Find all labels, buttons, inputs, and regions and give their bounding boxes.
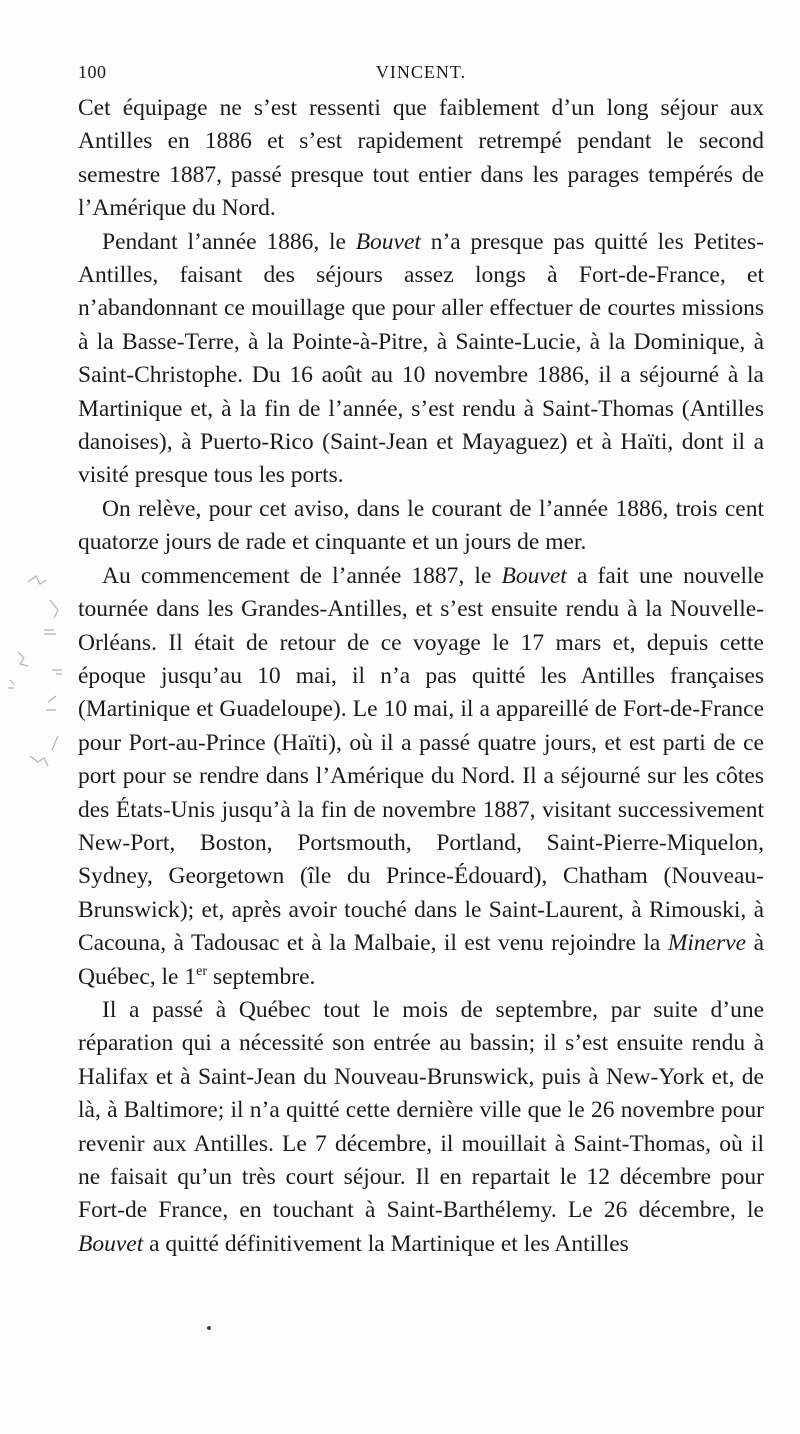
ship-name: Bouvet	[501, 562, 567, 589]
ship-name: Bouvet	[78, 1230, 144, 1257]
text-run: Au commencement de l’année 1887, le	[102, 562, 502, 589]
page-number: 100	[78, 62, 107, 82]
text-run: Cet équipage ne s’est ressenti que faiblement d’un long séjour aux Antilles en 1886 et s’est rapidement retrempé pendant le second semestre 1887, passé presque tout entier dans les parages tempérés de l’Amérique du Nord.	[78, 95, 764, 222]
paragraph	[78, 493, 764, 560]
ink-dot	[207, 1326, 211, 1330]
text-run: septembre.	[207, 963, 316, 990]
ink-bleed-marks	[0, 560, 70, 800]
text-run: n’a presque pas quitté les Petites-Antilles, faisant des séjours assez longs à Fort-de-France, et n’abandonnant ce mouillage que pour aller effectuer de courtes missions à la Basse-Terre, à la Pointe-à-Pitre, à Sainte-Lucie, à la Dominique, à Saint-Christophe. Du 16 août au 10 novembre 1886, il a séjourné à la Martinique et, à la fin de l’année, s’est rendu à Saint-Thomas (Antilles danoises), à Puerto-Rico (Saint-Jean et Mayaguez) et à Haïti, dont il a visité presque tous les ports.	[78, 228, 764, 489]
text-run: a quitté définitivement la Martinique et les Antilles	[143, 1230, 629, 1257]
ship-name: Minerve	[667, 930, 747, 957]
text-run: On relève, pour cet aviso, dans le courant de l’année 1886, trois cent quatorze jours de rade et cinquante et un jours de mer.	[78, 495, 764, 556]
text-run: a fait une nouvelle tournée dans les Grandes-Antilles, et s’est ensuite rendu à la Nouvelle-Orléans. Il était de retour de ce voyage le 17 mars et, depuis cette époque jusqu’au 10 mai, il n’a pas quitté les Antilles françaises (Martinique et Guadeloupe). Le 10 mai, il a appareillé de Fort-de-France pour Port-au-Prince (Haïti), où il a passé quatre jours, et est parti de ce port pour se rendre dans l’Amérique du Nord. Il a séjourné sur les côtes des États-Unis jusqu’à la fin de novembre 1887, visitant successivement New-Port, Boston, Portsmouth, Portland, Saint-Pierre-Miquelon, Sydney, Georgetown (île du Prince-Édouard), Chatham (Nouveau-Brunswick); et, après avoir touché dans le Saint-Laurent, à Rimouski, à Cacouna, à Tadousac et à la Malbaie, il est venu rejoindre la	[78, 562, 764, 957]
paragraph	[78, 560, 764, 994]
paragraph	[78, 92, 764, 226]
text-run: à Québec, le 1	[78, 930, 764, 990]
superscript: er	[196, 962, 208, 979]
page-header	[78, 62, 764, 86]
text-run: Pendant l’année 1886, le	[102, 228, 356, 255]
ship-name: Bouvet	[355, 228, 421, 255]
paragraph	[78, 994, 764, 1261]
running-head: VINCENT.	[375, 62, 467, 82]
paragraph	[78, 226, 764, 493]
text-run: Il a passé à Québec tout le mois de septembre, par suite d’une réparation qui a nécessité son entrée au bassin; il s’est ensuite rendu à Halifax et à Saint-Jean du Nouveau-Brunswick, puis à New-York et, de là, à Baltimore; il n’a quitté cette dernière ville que le 26 novembre pour revenir aux Antilles. Le 7 décembre, il mouillait à Saint-Thomas, où il ne faisait qu’un très court séjour. Il en repartait le 12 décembre pour Fort-de France, en touchant à Saint-Barthélemy. Le 26 décembre, le	[78, 996, 764, 1224]
body-text	[78, 92, 764, 1261]
